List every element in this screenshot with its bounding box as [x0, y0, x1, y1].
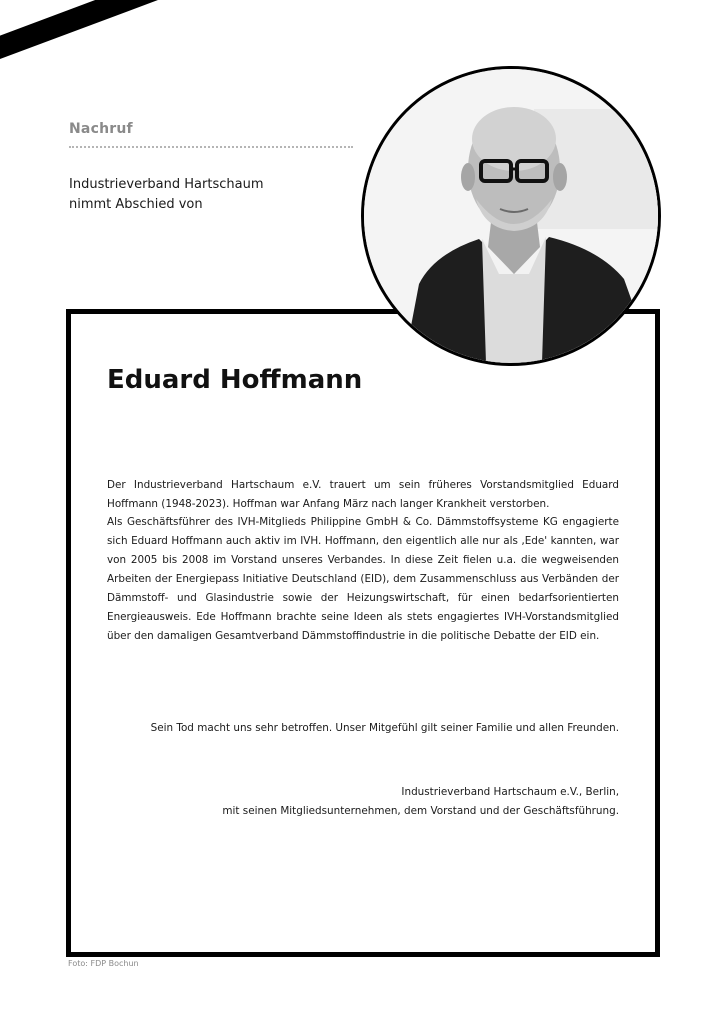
mourning-ribbon: [0, 0, 257, 79]
signature-line-2: mit seinen Mitgliedsunternehmen, dem Vorstand und der Geschäftsführung.: [222, 805, 619, 817]
signature-line-1: Industrieverband Hartschaum e.V., Berlin,: [401, 786, 619, 798]
dotted-divider: [69, 146, 353, 148]
intro-text: [69, 175, 263, 215]
intro-line-2: nimmt Abschied von: [69, 197, 203, 212]
deceased-name: Eduard Hoffmann: [107, 365, 363, 395]
portrait-photo-icon: [364, 69, 658, 363]
section-label: Nachruf: [69, 121, 133, 137]
photo-credit: Foto: FDP Bochun: [68, 959, 139, 968]
obituary-paragraph-2: Als Geschäftsführer des IVH-Mitglieds Philippine GmbH & Co. Dämmstoffsysteme KG engagierte sich Eduard Hoffmann auch aktiv im IVH. Hoffmann, den eigentlich alle nur als ‚Ede' kannten, war von 2005 bis 2008 im Vorstand unseres Verbandes. In diese Zeit fielen u.a. die wegweisenden Arbeiten der Energiepass Initiative Deutschland (EID), dem Zusammenschluss aus Verbänden der Dämmstoff- und Glasindustrie sowie der Heizungswirtschaft, für einen bedarfsorientierten Energieausweis. Ede Hoffmann brachte seine Ideen als stets engagiertes IVH-Vorstandsmitglied über den damaligen Gesamtverband Dämmstoffindustrie in die politische Debatte der EID ein.: [107, 516, 619, 642]
condolence-text: Sein Tod macht uns sehr betroffen. Unser Mitgefühl gilt seiner Familie und allen Freunden.: [150, 722, 619, 734]
obituary-paragraph-1: Der Industrieverband Hartschaum e.V. trauert um sein früheres Vorstandsmitglied Eduard Hoffmann (1948-2023). Hoffman war Anfang März nach langer Krankheit verstorben.: [107, 479, 619, 510]
intro-line-1: Industrieverband Hartschaum: [69, 177, 264, 192]
portrait-photo: [361, 66, 661, 366]
